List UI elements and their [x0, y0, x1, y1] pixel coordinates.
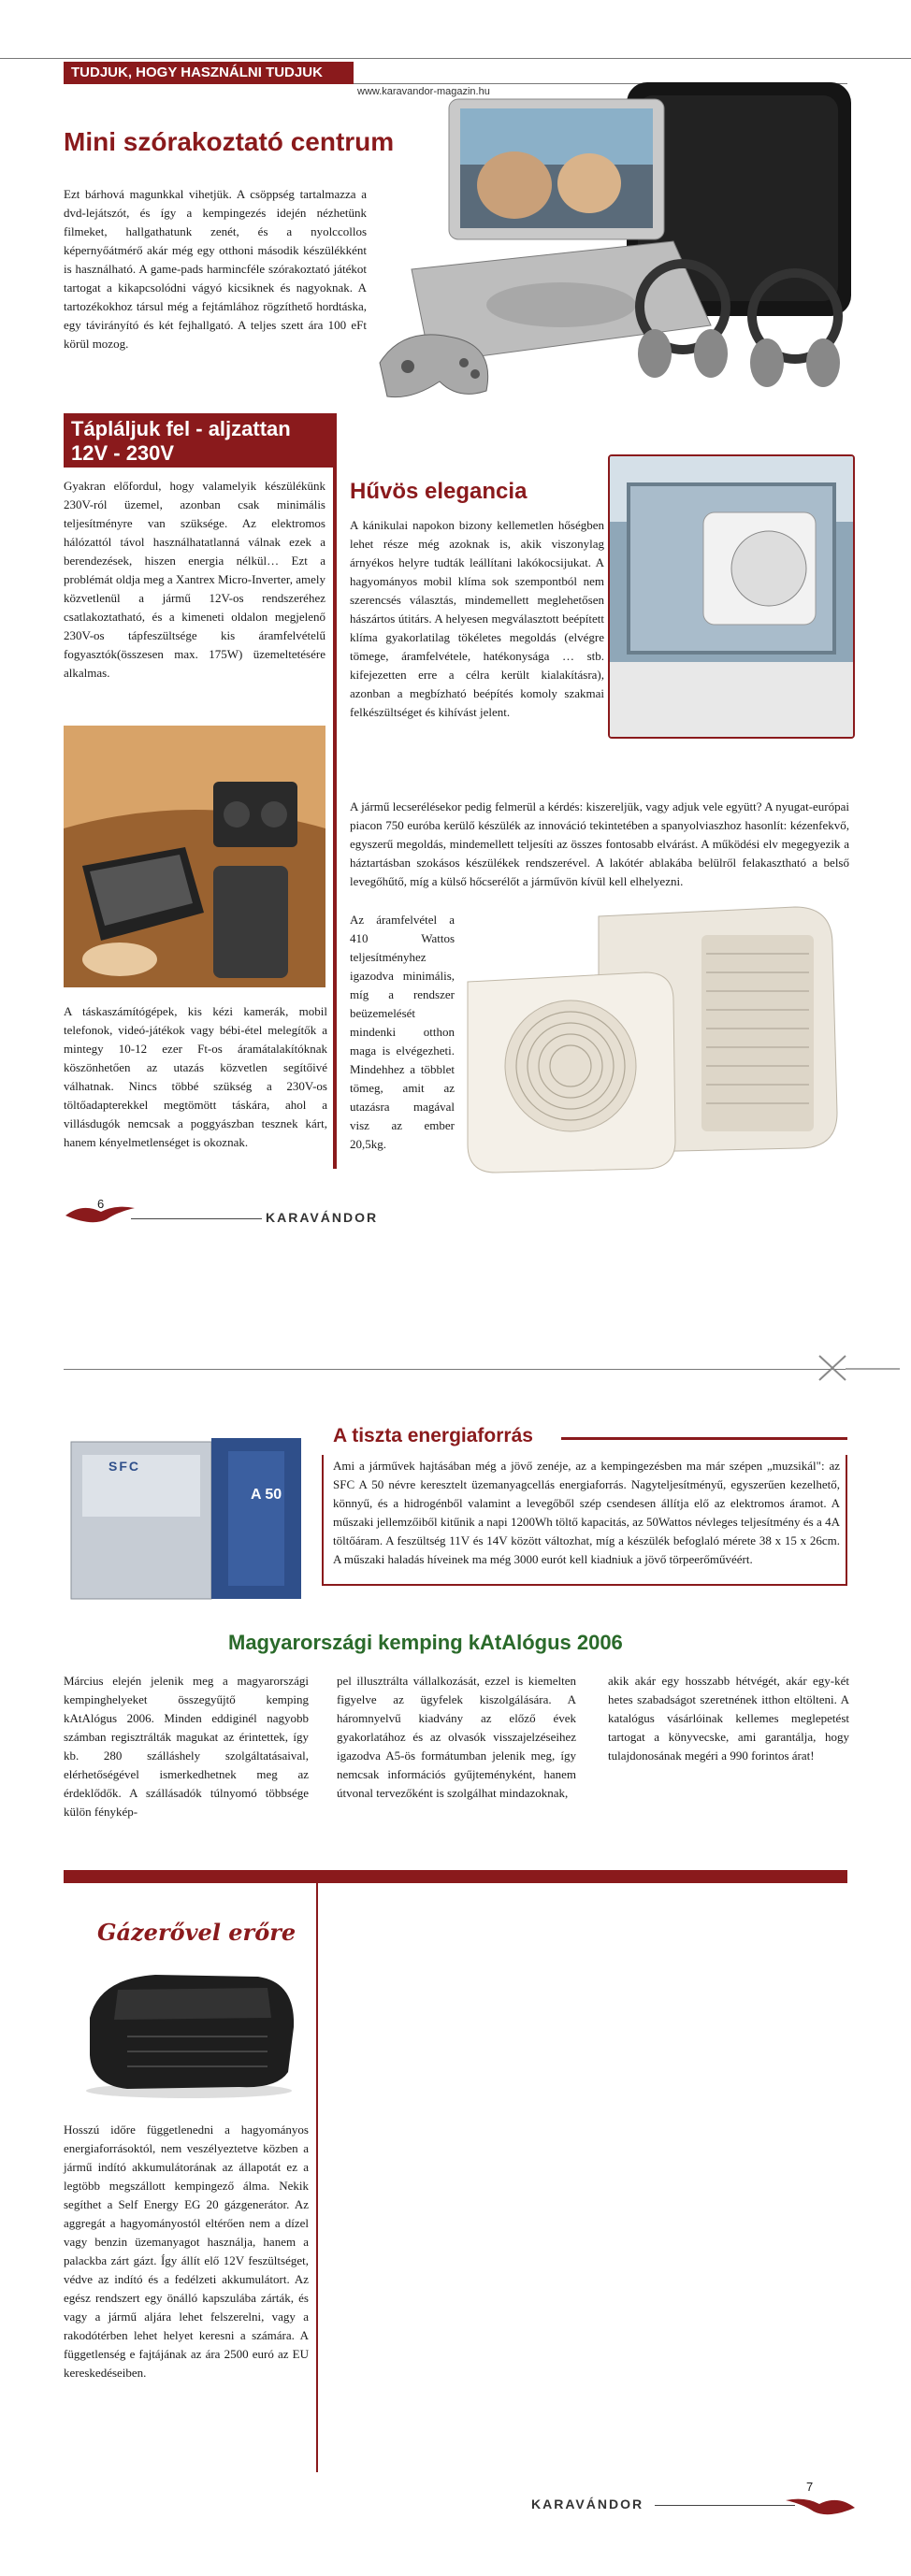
ac-units-photo	[458, 898, 860, 1178]
article1-title: Mini szórakoztató centrum	[64, 127, 395, 156]
corner-marker	[817, 1352, 902, 1386]
article2-body1: Gyakran előfordul, hogy valamelyik készülékünk 230V-ról üzemel, azonban csak minimális teljesítményre van szüksége. Az elektromos hálózattól távol használhatatlanná válnak ezek a berendezések, hiszen energia nélkül… Ezt a problémát oldja meg a Xantrex Micro-Inverter, amely közvetlenül a jármű 12V-os rendszeréhez csatlakoztatható, és a kimeneti oldalon megjelenő 230V-os tápfeszültsége kis áramfelvételű fogyasztók(összesen max. 175W) üzemeltetésére alkalmas.	[64, 479, 325, 680]
footer2-brand: KARAVÁNDOR	[531, 2497, 644, 2511]
article5-col3: akik akár egy hosszabb hétvégét, akár egy-két hetes szabadságot szeretnének itthon eltölteni. A katalógus vásárlóinak kellemes meglepetést tartogat a könyvecske, ami garantálja, hogy tulajdonosának megéri a 990 forintos árat!	[608, 1674, 849, 1763]
article2-body2: A táskaszámítógépek, kis kézi kamerák, mobil telefonok, videó-játékok vagy bébi-étel melegítők a mintegy 10-12 ezer Ft-os áramátalakítóknak köszönhetően az utazás közvetlen segítőivé válhatnak. Nincs többé szükség a 230V-os töltőadapterekkel megtömött táskára, ahol a villásdugók nemcsak a poggyászban tesznek kárt, hanem kényelmetlenséget is okoznak.	[64, 1004, 327, 1149]
window-ac-illustration	[610, 456, 853, 737]
dvd-player-photo	[374, 82, 860, 428]
gas-generator-illustration	[71, 1962, 307, 2102]
gas-generator-photo	[71, 1962, 307, 2102]
footer2-rule	[655, 2505, 795, 2506]
car-interior-photo	[64, 726, 325, 987]
footer1-page-number: 6	[97, 1197, 105, 1211]
bird-logo-icon	[782, 2491, 857, 2519]
footer1-rule	[131, 1218, 262, 1219]
section-label-box	[64, 62, 354, 84]
article3-body3: Az áramfelvétel a 410 Wattos teljesítményhez igazodva minimális, míg a rendszer beüzemelését mindenki otthon maga is elvégezheti. Mindehhez a többlet tömeg, amit az utazásra magával visz az ember 20,5kg.	[350, 913, 455, 1151]
article2-title-line1: Tápláljuk fel - aljzattan	[71, 417, 291, 440]
article5-col2: pel illusztrálta vállalkozását, ezzel is kiemelten figyelve az ügyfelek kiszolgálására. A háromnyelvű kiadvány az előző évek gyakorlatához és az olvasók visszajelzéseihez igazodva A5-ös formátumban jelenik meg, így nemcsak információs gyűjteményként, hanem útvonal tervezőként is szolgálhat mindazoknak,	[337, 1674, 576, 1800]
article6-body: Hosszú időre függetlenedni a hagyományos energiaforrásoktól, nem veszélyeztetve közben a jármű indító akkumulátorának az állapotát ez a legtöbb megszállott kempingező álma. Nekik segíthet a Self Energy EG 20 gázgenerátor. Az aggregát a hagyományostól eltérően nem a dízel vagy benzin üzemanyagot használja, hanem a palackba zárt gázt. Így állít elő 12V feszültséget, védve az indító és a fedélzeti akkumulátort. Az egész rendszert egy önálló kapszulába zárták, és vagy a jármű aljára lehet felszerelni, vagy a rakodótérben lehet helyet keresni a számára. A függetlenség e fajtájának az ára 2500 euró az EU kereskedéseiben.	[64, 2123, 309, 2380]
article2-vertical-rule	[333, 413, 337, 1169]
footer2-page-number: 7	[806, 2480, 814, 2494]
article3-title: Hűvös elegancia	[350, 479, 528, 504]
section-label: TUDJUK, HOGY HASZNÁLNI TUDJUK	[71, 65, 323, 80]
article6-box-border	[316, 1883, 318, 2472]
dvd-player-illustration	[374, 82, 860, 428]
fuel-cell-photo	[64, 1432, 309, 1605]
article1-body: Ezt bárhová magunkkal vihetjük. A csöppség tartalmazza a dvd-lejátszót, és így a kempingezés idején nézhetünk filmeket, hallgathatunk zenét, és a nyolccollos képernyőátmérő akár még egy otthoni második készülékként is használható. A game-pads harmincféle szórakoztató játékot tartogat a kikapcsolódni vágyó kicsiknek és nagyoknak. A tartozékokhoz társul még a fejtámlához rögzíthető hordtáska, egy távirányító és két fejhallgató. A teljes szett ára 100 eFt körül mozog.	[64, 187, 367, 351]
article3-body2: A jármű lecserélésekor pedig felmerül a kérdés: kiszereljük, vagy adjuk vele együtt? A nyugat-európai piacon 750 euróba kerülő készülék az innováció tekintetében a spanyolviaszhoz hasonlít: kézenfekvő, egyszerű megoldás, mindemellett teljesíti az összes fontosabb elvárást. A működési elv megegyezik a háztartásban szokásos készülékek rendszerével. A lakótér ablakába belülről felakasztható a belső levegőhűtő, míg a külső hőcserélőt a járművön kívül kell elhelyezni.	[350, 799, 849, 888]
article5-bottom-bar	[64, 1870, 847, 1883]
page7-top-rule	[64, 1369, 846, 1370]
ac-units-illustration	[458, 898, 860, 1178]
header-url[interactable]: www.karavandor-magazin.hu	[357, 86, 490, 97]
fuel-cell-brand: SFC	[108, 1459, 140, 1474]
footer2-logo	[782, 2491, 857, 2519]
article5-title: Magyarországi kemping kAtAlógus 2006	[228, 1631, 623, 1654]
fuel-cell-illustration	[64, 1432, 309, 1605]
window-ac-photo	[608, 454, 855, 739]
article4-body: Ami a járművek hajtásában még a jövő zenéje, az a kempingezésben ma már szépen „muzsikál": az SFC A 50 névre keresztelt üzemanyagcellás energiaforrás. Nagyteljesítményű, egyszerűen kezelhető, könnyű, és a hidrogénből valamint a levegőből szép csendesen állítja elő az elektromos áramot. A műszaki jellemzőiből kitűnik a napi 1200Wh töltő kapacitás, az 50Wattos névleges teljesítmény és a 4A töltőáram. A feszültség 11V és 14V között változhat, míg a készülék befoglaló mérete 38 x 15 x 26cm. A műszaki haladás híveinek ma még 3000 eurót kell kiadniuk a jövő törpeerőművéért.	[333, 1459, 840, 1566]
article3-body1: A kánikulai napokon bizony kellemetlen hőségben lehet része még azoknak is, akik viszonylag árnyékos helyre tudták leállítani lakókocsijukat. A hagyományos mobil klíma sok szempontból nem szerencsés választás, mindemellett meglehetősen hászártos útitárs. A helyesen megválasztott beépített klíma gyakorlatilag tökéletes megoldás (elvégre tömege, áramfelvétele, hatékonysága … stb. kifejezetten erre a célra került kialakításra), azonban a megbízható beépítés komoly szakmai felkészültséget és kihívást jelent.	[350, 518, 604, 719]
fuel-cell-model: A 50	[251, 1487, 282, 1503]
article4-title: A tiszta energiaforrás	[333, 1425, 533, 1446]
footer1-brand: KARAVÁNDOR	[266, 1210, 379, 1225]
article6-title: Gázerővel erőre	[97, 1919, 296, 1946]
article4-title-rule	[561, 1437, 847, 1440]
article2-title-line2: 12V - 230V	[71, 441, 175, 465]
article2-title-box	[64, 413, 337, 468]
top-rule	[0, 58, 911, 59]
article5-col1: Március elején jelenik meg a magyarországi kempinghelyeket összegyűjtő kemping kAtAlógus 2006. Minden eddiginél nagyobb számban regisztrálták magukat az érintettek, így kb. 280 szálláshely szolgáltatásaival, elérhetőségével ismerkedhetnek meg az érdeklődők. A szállásadók túlnyomó többsége külön fénykép-	[64, 1674, 309, 1819]
corner-marker-icon	[817, 1352, 902, 1386]
car-interior-illustration	[64, 726, 325, 987]
